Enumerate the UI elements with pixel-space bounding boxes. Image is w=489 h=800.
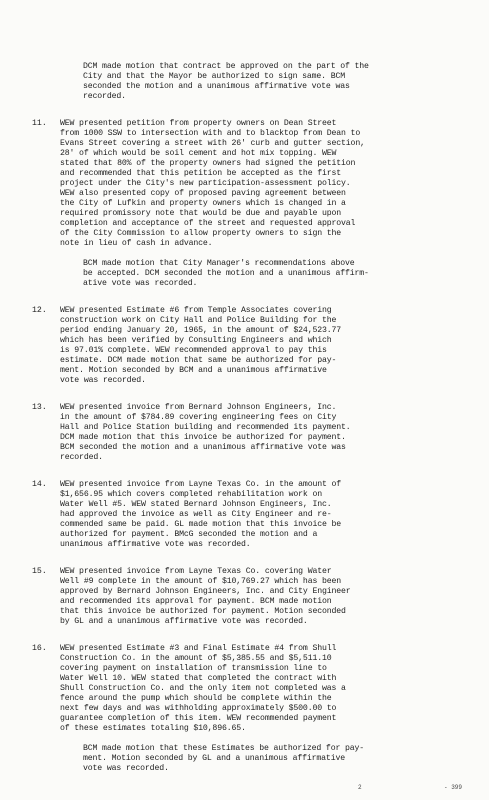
paragraph-line: construction work on City Hall and Police Building for the xyxy=(60,316,337,325)
paragraph-line: that this invoice be authorized for payment. Motion seconded xyxy=(60,607,346,616)
item-number: 14. xyxy=(32,480,47,489)
item-number: 15. xyxy=(32,567,47,576)
paragraph-line: by GL and a unanimous affirmative vote was recorded. xyxy=(60,617,308,626)
paragraph-line: required promissory note that would be due and payable upon xyxy=(60,209,342,218)
paragraph-line: vote was recorded. xyxy=(83,764,169,773)
paragraph-line: WEW presented Estimate #3 and Final Estimate #4 from Shull xyxy=(60,644,337,653)
paragraph-line: WEW presented invoice from Layne Texas Co. in the amount of xyxy=(60,480,342,489)
paragraph-line: vote was recorded. xyxy=(60,376,146,385)
paragraph-line: ment. Motion seconded by BCM and a unanimous affirmative xyxy=(60,366,327,375)
item-number: 11. xyxy=(32,119,47,128)
paragraph-line: WEW presented invoice from Bernard Johnson Engineers, Inc. xyxy=(60,403,337,412)
paragraph-line: BCM made motion that these Estimates be authorized for pay- xyxy=(83,744,365,753)
paragraph-line: which has been verified by Consulting Engineers and which xyxy=(60,336,332,345)
paragraph-line: DCM made motion that this invoice be authorized for payment. xyxy=(60,433,346,442)
paragraph-line: fence around the pump which should be complete within the xyxy=(60,694,332,703)
paragraph-line: project under the City's new participation-assessment policy. xyxy=(60,179,351,188)
paragraph-line: be accepted. DCM seconded the motion and a unanimous affirm- xyxy=(83,269,369,278)
paragraph-line: Water Well #5. WEW stated Bernard Johnson Engineers, Inc. xyxy=(60,500,332,509)
paragraph-line: in the amount of $784.89 covering engineering fees on City xyxy=(60,413,337,422)
intro-line: seconded the motion and a unanimous affirmative vote was xyxy=(83,82,350,91)
paragraph-line: authorized for payment. BMcG seconded the motion and a xyxy=(60,530,318,539)
intro-line: recorded. xyxy=(83,92,126,101)
paragraph-line: recorded. xyxy=(60,453,103,462)
paragraph-line: 28' of which would be soil cement and hot mix topping. WEW xyxy=(60,149,337,158)
paragraph-line: Shull Construction Co. and the only item not completed was a xyxy=(60,684,346,693)
paragraph-line: Evans Street covering a street with 26' curb and gutter section, xyxy=(60,139,365,148)
paragraph-line: of the City Commission to allow property owners to sign the xyxy=(60,229,342,238)
paragraph-line: WEW presented petition from property owners on Dean Street xyxy=(60,119,337,128)
paragraph-line: Water Well 10. WEW stated that completed the contract with xyxy=(60,674,337,683)
paragraph-line: and recommended its approval for payment. BCM made motion xyxy=(60,597,332,606)
paragraph-line: of these estimates totaling $10,896.65. xyxy=(60,724,246,733)
intro-line: City and that the Mayor be authorized to sign same. BCM xyxy=(83,72,345,81)
paragraph-line: and recommended that this petition be accepted as the first xyxy=(60,169,342,178)
paragraph-line: unanimous affirmative vote was recorded. xyxy=(60,540,251,549)
paragraph-line: the City of Lufkin and property owners which is changed in a xyxy=(60,199,346,208)
paragraph-line: approved by Bernard Johnson Engineers, Inc. and City Engineer xyxy=(60,587,351,596)
item-number: 13. xyxy=(32,403,47,412)
paragraph-line: covering payment on installation of transmission line to xyxy=(60,664,327,673)
paragraph-line: Well #9 complete in the amount of $10,769.27 which has been xyxy=(60,577,342,586)
paragraph-line: Hall and Police Station building and recommended its payment. xyxy=(60,423,351,432)
paragraph-line: had approved the invoice as well as City Engineer and re- xyxy=(60,510,332,519)
page-number: - 399 xyxy=(444,784,463,791)
paragraph-line: ative vote was recorded. xyxy=(83,279,198,288)
paragraph-line: commended same be paid. GL made motion that this invoice be xyxy=(60,520,342,529)
paragraph-line: BCM seconded the motion and a unanimous affirmative vote was xyxy=(60,443,346,452)
paragraph-line: from 1000 SSW to intersection with and to blacktop from Dean to xyxy=(60,129,361,138)
paragraph-line: BCM made motion that City Manager's recommendations above xyxy=(83,259,355,268)
paragraph-line: period ending January 20, 1965, in the amount of $24,523.77 xyxy=(60,326,342,335)
paragraph-line: WEW presented invoice from Layne Texas Co. covering Water xyxy=(60,567,332,576)
item-number: 16. xyxy=(32,644,47,653)
paragraph-line: stated that 80% of the property owners had signed the petition xyxy=(60,159,356,168)
paragraph-line: note in lieu of cash in advance. xyxy=(60,239,213,248)
paragraph-line: $1,656.95 which covers completed rehabilitation work on xyxy=(60,490,322,499)
paragraph-line: next few days and was withholding approximately $500.00 to xyxy=(60,704,337,713)
paragraph-line: Construction Co. in the amount of $5,385.55 and $5,511.10 xyxy=(60,654,332,663)
paragraph-line: completion and acceptance of the street and requested approval xyxy=(60,219,356,228)
paragraph-line: guarantee completion of this item. WEW recommended payment xyxy=(60,714,337,723)
item-number: 12. xyxy=(32,306,47,315)
paragraph-line: WEW also presented copy of proposed paving agreement between xyxy=(60,189,346,198)
paragraph-line: is 97.01% complete. WEW recommended approval to pay this xyxy=(60,346,327,355)
paragraph-line: ment. Motion seconded by GL and a unanimous affirmative xyxy=(83,754,345,763)
paragraph-line: estimate. DCM made motion that same be authorized for pay- xyxy=(60,356,337,365)
footer-mark: 2 xyxy=(358,784,362,791)
paragraph-line: WEW presented Estimate #6 from Temple Associates covering xyxy=(60,306,332,315)
intro-line: DCM made motion that contract be approved on the part of the xyxy=(83,62,369,71)
